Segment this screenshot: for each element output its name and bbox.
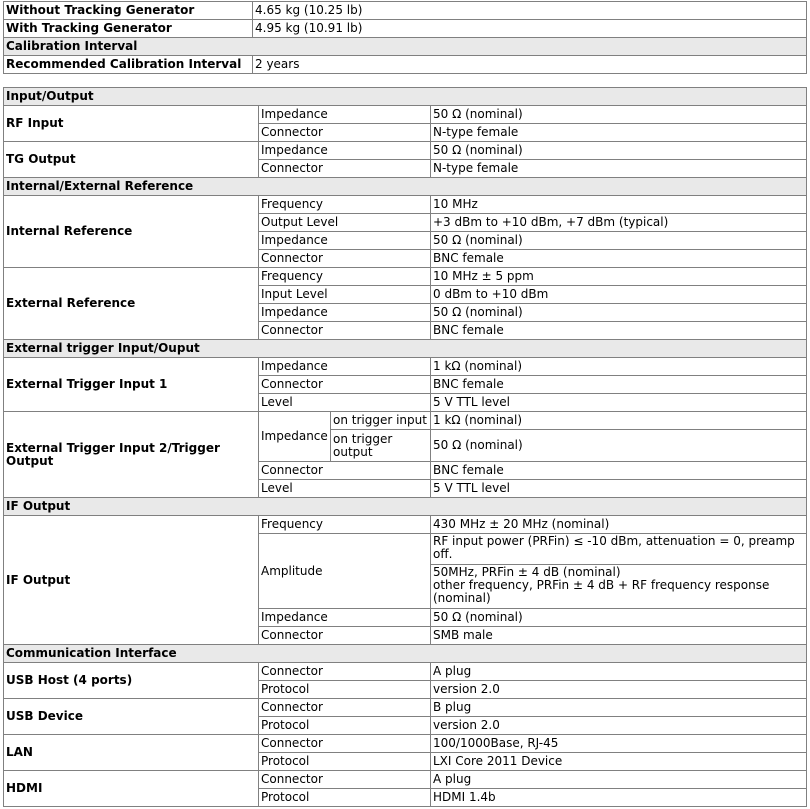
table-row — [4, 358, 807, 376]
param-label: Impedance — [259, 106, 431, 124]
param-value: RF input power (PRFin) ≤ -10 dBm, attenuation = 0, preamp off. — [431, 534, 807, 565]
amplitude-line: other frequency, PRFin ± 4 dB + RF frequency response (nominal) — [433, 578, 770, 605]
param-value: 10 MHz ± 5 ppm — [431, 268, 807, 286]
param-label: Impedance — [259, 304, 431, 322]
param-value: 1 kΩ (nominal) — [431, 412, 807, 430]
table-row — [4, 516, 807, 534]
spec-value: 2 years — [253, 56, 807, 74]
param-label: Connector — [259, 124, 431, 142]
param-value — [431, 565, 807, 609]
group-label: Internal Reference — [4, 196, 259, 268]
param-value: HDMI 1.4b — [431, 789, 807, 807]
param-label: Frequency — [259, 268, 431, 286]
param-value: BNC female — [431, 462, 807, 480]
amplitude-line: 50MHz, PRFin ± 4 dB (nominal) — [433, 565, 621, 579]
param-value: 50 Ω (nominal) — [431, 609, 807, 627]
table-row — [4, 699, 807, 717]
param-label: Connector — [259, 699, 431, 717]
param-label: Impedance — [259, 232, 431, 250]
param-sublabel: on trigger output — [331, 430, 431, 462]
param-label: Connector — [259, 322, 431, 340]
section-header-io: Input/Output — [4, 88, 807, 106]
param-label: Protocol — [259, 717, 431, 735]
section-header-communication: Communication Interface — [4, 645, 807, 663]
group-label: TG Output — [4, 142, 259, 178]
group-label: USB Host (4 ports) — [4, 663, 259, 699]
param-sublabel: on trigger input — [331, 412, 431, 430]
param-label: Level — [259, 480, 431, 498]
param-label: Connector — [259, 160, 431, 178]
spec-label: With Tracking Generator — [4, 20, 253, 38]
group-label: External Reference — [4, 268, 259, 340]
group-label: LAN — [4, 735, 259, 771]
param-label: Impedance — [259, 142, 431, 160]
param-value: 50 Ω (nominal) — [431, 304, 807, 322]
param-label: Protocol — [259, 789, 431, 807]
param-value: 1 kΩ (nominal) — [431, 358, 807, 376]
param-value: 0 dBm to +10 dBm — [431, 286, 807, 304]
param-label: Frequency — [259, 196, 431, 214]
param-value: N-type female — [431, 160, 807, 178]
param-value: BNC female — [431, 322, 807, 340]
param-label: Connector — [259, 462, 431, 480]
table-row — [4, 268, 807, 286]
param-label: Protocol — [259, 753, 431, 771]
table-row — [4, 20, 807, 38]
param-label: Connector — [259, 250, 431, 268]
param-value: A plug — [431, 771, 807, 789]
param-value: BNC female — [431, 376, 807, 394]
param-value: 100/1000Base, RJ-45 — [431, 735, 807, 753]
param-value: version 2.0 — [431, 717, 807, 735]
group-label: External Trigger Input 2/Trigger Output — [4, 412, 259, 498]
param-label: Output Level — [259, 214, 431, 232]
param-label: Connector — [259, 735, 431, 753]
param-label: Frequency — [259, 516, 431, 534]
param-value: 430 MHz ± 20 MHz (nominal) — [431, 516, 807, 534]
param-label: Connector — [259, 771, 431, 789]
param-value: version 2.0 — [431, 681, 807, 699]
param-value: N-type female — [431, 124, 807, 142]
group-label: External Trigger Input 1 — [4, 358, 259, 412]
section-header-calibration: Calibration Interval — [4, 38, 807, 56]
group-label: USB Device — [4, 699, 259, 735]
param-value: 50 Ω (nominal) — [431, 430, 807, 462]
param-label: Impedance — [259, 358, 431, 376]
group-label: IF Output — [4, 516, 259, 645]
group-label: HDMI — [4, 771, 259, 807]
param-value: 50 Ω (nominal) — [431, 106, 807, 124]
param-value: SMB male — [431, 627, 807, 645]
table-row — [4, 106, 807, 124]
table-row — [4, 56, 807, 74]
param-value: LXI Core 2011 Device — [431, 753, 807, 771]
general-spec-table — [3, 1, 807, 74]
param-label: Level — [259, 394, 431, 412]
table-row — [4, 142, 807, 160]
param-label: Protocol — [259, 681, 431, 699]
table-row — [4, 412, 807, 430]
param-value: +3 dBm to +10 dBm, +7 dBm (typical) — [431, 214, 807, 232]
table-row — [4, 663, 807, 681]
param-value: 5 V TTL level — [431, 394, 807, 412]
param-value: 50 Ω (nominal) — [431, 142, 807, 160]
table-row — [4, 196, 807, 214]
section-header-if-output: IF Output — [4, 498, 807, 516]
spec-label: Recommended Calibration Interval — [4, 56, 253, 74]
param-value: A plug — [431, 663, 807, 681]
param-label: Impedance — [259, 412, 331, 462]
param-label: Connector — [259, 627, 431, 645]
param-label: Input Level — [259, 286, 431, 304]
section-header-trigger: External trigger Input/Ouput — [4, 340, 807, 358]
section-header-reference: Internal/External Reference — [4, 178, 807, 196]
spec-label: Without Tracking Generator — [4, 2, 253, 20]
table-row — [4, 735, 807, 753]
spec-value: 4.65 kg (10.25 lb) — [253, 2, 807, 20]
param-label: Connector — [259, 376, 431, 394]
param-label: Connector — [259, 663, 431, 681]
param-value: 50 Ω (nominal) — [431, 232, 807, 250]
table-row — [4, 2, 807, 20]
param-value: 5 V TTL level — [431, 480, 807, 498]
param-value: BNC female — [431, 250, 807, 268]
interface-spec-table — [3, 87, 807, 807]
param-label: Amplitude — [259, 534, 431, 609]
group-label: RF Input — [4, 106, 259, 142]
spec-value: 4.95 kg (10.91 lb) — [253, 20, 807, 38]
param-value: B plug — [431, 699, 807, 717]
param-label: Impedance — [259, 609, 431, 627]
param-value: 10 MHz — [431, 196, 807, 214]
table-row — [4, 771, 807, 789]
